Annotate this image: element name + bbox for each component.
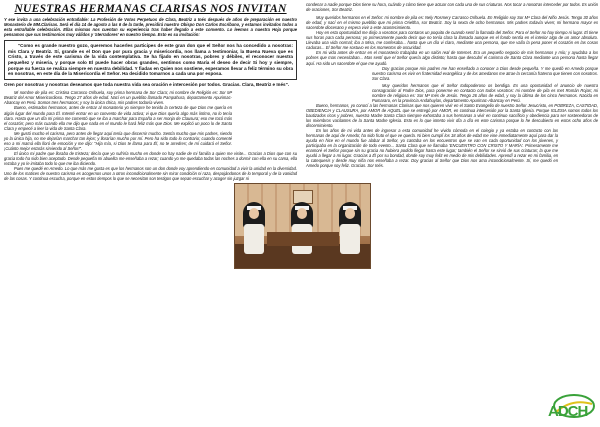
body-paragraph: Muy queridos hermanos en el Señor: mi nombre de pila es: Nely Rosmery Carrasco Orihuela. En Religión soy Sor Mª Clara del Niño Jesús. Tengo 30 años de edad, y nací en el mismo pueblito que mi prima Orieltha, sor Beatriz. Soy la sexta de ocho hermanos. Mis padres todavía viven; mi hermano mayor es sacerdote diocesano y espera vivir a este acontecimiento. [306,15,598,31]
left-column [2,0,299,181]
body-paragraph: En los años de mi vida antes de ingresar a esta comunidad he vivido cómoda en el colegio y ya estaba en contacto con las hermanas de aquí de Amedo; ha sido fruto el que ve querla. Ni bien cumplí los 18 años de edad me vine inmediatamente aquí para dar la ayuda en hice en el mundo fue alabar al Señor, yo cantaba en los encuentros que se van en cada oportunidad con los jóvenes, y participaba en la organización de todo evento... Santa Clara que se llamaba 'ENCUENTRO CON CRISTO Y MARÍA'. Primeramente me enamoré el Señor porque sin su gracia no hubiera podido llegar hasta este lugar; también el Señor se sirvió de sus criaturas; la que me ayudó a llegar a mi lugar. Gracias a Él por su bondad, donde soy muy feliz en medio de mis debilidades. Aprendí a rezar en mi familia, en la catequesis y desde muy niña nos enseñaba a rezar. Doy gracias al Señor que Dios nos ama incondicionalmente. Sí, me quedó en Amedo porque soy feliz. Gracias. Sor Inés. [306,128,558,169]
left-body-top [4,90,232,151]
body-paragraph: Pues me quedé en Amedo. Lo que más me gusta es que los hermanos son un don donde voy aprendiendo en comunidad a vivir la unidad en la diversidad. Uno de los matices de nuestro carisma es acogernos unos a otros incondicionalmente sin mirar condición ni raza, despojándonos de lo temporal y de la vanidad de las cosas. Y continua escucha, porque en estos tiempos lo que se necesitan son testigos que sepan escuchar y acoger sin juzgar ni [4,166,297,182]
intro-paragraph: Y ese invita a una celebración entrañable: La Profesión de Votos Perpetuos de Clara, Beatriz a Inés después de años de preparación en nuestro Monasterio de MM.Clarisas. Será el día 14 de agosto a las 6 de la tarde, presidirá nuestro Obispo Don Carlos Escribano, y estamos invitados todos a esta entrañable celebración. Ellas mismas nos cuentan su experiencia tras haber llegado a este convento. Lo leemos a nuestra Hoja porque pensamos que sus testimonios muy válidos y 'aterradores' en nuestro tiempo. Esto es su invitación: [4,17,297,38]
body-paragraph: Doy gracias porque mis padres me han enseñado a conocer a Dios desde pequeña. Y me quedó en Amedo porque nuestro carisma es vivir en fraternidad evangélica y de los amedanos me atrae la cercanía fraterna que tienen con nosotros. Sor Clara. [372,65,598,81]
body-paragraph: En mi vida antes de entrar en el monasterio trabajaba en un salón real de Internet. Era un pequeño negocio de mis hermanos y mío; y ayudaba a los pobres que mas necesitaban... Mas sentí que el Señor quería algo distinto; hasta que descubrí el carisma de Santa Clara mediante una persona hasta llegar aquí. Ha sido un sacerdote el que me ayudó. [306,50,598,66]
body-paragraph: Mi nombre de pila es: Cristina Carrasco Orihuela, soy prima hermana de Sor Clara; mi nombre de Religión es: Sor Mª Beatriz del Amor Misericordioso. Tengo 27 años de edad. Nací en un pueblito llamado Pampahura, departamento Apurimac-Abancay en Perú. Somos tres hermanos; y soy la única chica, mis padres todavía viven. [4,90,232,106]
invitation-closing: Oren por nosotras y nosotras deseamos que toda nuestra vida sea oración e intercesión por todos. Gracias. Clara, Beatriz e Inés". [4,81,290,87]
photo-table [267,232,339,246]
left-body-bottom [4,151,297,181]
body-paragraph: Muy queridos hermanos que el Señor todopoderoso os bendiga. Es una oportunidad el anuncio de nuestra consagración al Padre Dios, para ponerme en contacto con todos vosotros: mi nombre de pila es Inet Román Rojas; mi nombre de religiosa es: Sor Mª Inés de Jesús. Tengo 26 años de edad, y soy la última de los cinco hermanos. Nacida en Pumararo, en la provincia Andahuylas, departamento Apurimac-Abancay en Perú. [372,82,598,103]
nun-figure [243,202,265,252]
nuns-photo [234,183,371,269]
nun-figure [339,202,361,252]
body-paragraph: Bueno, hermanos, yo conocí a las hermanas Clarisas que nos quieren vivir en el Santo Evangelio de nuestro Señor Jesucristo, en POBREZA, CASTIDAD, OBEDIENCIA y CLAUSURA, por AMOR de AQUEL que se entregó por AMOR, en continua intercesión por la Santa Iglesia. Porque IGLESIA somos todos los bautizados ricos y pobres, nuestra Madre Santa Clara siempre exhortaba a sus hermanas a vivir en continuo sacrificio y obediencia para ser sostenedoras de los miembros vacilantes de la Santa Madre Iglesia. Esto es lo que intento vivir día a día en este carisma porque lo he descubierto en estos ocho años de discernimiento. [306,102,598,129]
right-continuation: condenar a nadie porque Dios tiene su hora, cuándo y cómo tiene que actuar con cada una de sus criaturas. Nos tocar a nosotras interceder por todos. Es unión de oraciones, Sor Beatriz. [306,2,598,13]
page-title: NUESTRAS HERMANAS CLARISAS NOS INVITAN [14,3,287,15]
logo-text: ADCH [548,403,588,420]
body-paragraph: Hoy en esta oportunidad me dirijo a vosotros para contaros un poquito de cuando sentí la llamada del Señor. Para el Señor no hay tiempo ni lugar. El tiene sus horas para cada persona; yo primeramente puedo decir que no tenía clara la llamada aunque en el fondo sentía en el interior algo de un amor absoluto. Llevaba una vida normal; iba a Misa, me confesaba... hasta que un día vi claro, mediante una persona, que me valía la pena poner el corazón en las cosas caducas... El Señor me sostuvo en los momentos de oscuridad. [306,30,598,51]
right-column [306,0,598,169]
right-body-beside-photo [372,66,598,103]
body-paragraph: Me gustó mucho el carisma, pero antes de llegar aquí tenía que discernir mucho. Sentía mucho que mis padres, siendo yo la única hija, no me dejarían marchar tan lejos; y llorarían mucho por mí. Pero ha sido todo lo contrario; cuando comenté eso a mi mamá ella lloró de emoción y me dijo: "Hija mía, si Dios te llama para Él, no te arredres; de mí cuidará el Señor. ¡Cuánto mejor estarás sirviendo al Señor!". [4,130,232,151]
logo [548,392,596,422]
invitation-text: "Como es grande nuestro gozo, queremos hacerles participes de este gran don que el Señor nos ha concedido a nosotras: mis Clara y Beatriz. Sí, grande es el Don que por pura gracia y misericordia, nos llama a testimoniar, la Buena Nueva que es Cristo, a través de este carisma de la vida contemplativa. Se ha fijado en nosotras, pobres y débiles, el reconocer nuestra pequeñez y miseria, y porque solo El puede hacer obras grandes, sentimos como María el deseo de decir Si hoy y siempre, porque su fuerza se realiza siempre en nuestra debilidad. Y fiadas en Quien nos sostiene, esperamos llevar a feliz término su obra en nosotras, en este día de la Misericordia el Señor. Ha decidido tomarnos a cada una por esposa. [8,43,293,77]
body-paragraph: Bueno, estimados hermanos, antes de entrar al monasterio yo siempre he tenido la certeza de que Dios me quería en algún lugar del mundo para Él. Intenté entrar en un convento de vida activa; vi que Dios quería algo más íntimo, no lo tenía claro. Hasta que un día mi prima me comentó que se iba a marchar para España a ser monja de Clausura; eso me tocó más el corazón; pero más cuando ella me dijo que nada en el mundo le hará feliz más que Dios. Me explicó un poco lo de Santa Clara y empecé a leer la vida de Santa Clara. [4,105,232,131]
body-paragraph: El único mi padre que lloraba de tristeza; decía que yo sufriría mucho en donde no hay nadie de mi familia a quien me visite... Gracias a Dios que con su gracia todo ha sido bien aceptado. Desde pequeña mi abuelita me enseñaba a rezar; cuando yo me quedaba todas las noches a dormir con ella en su cama, ella rezaba y yo le imitaba todo lo que me iba diciendo. [4,150,297,166]
invitation-box [4,40,297,80]
